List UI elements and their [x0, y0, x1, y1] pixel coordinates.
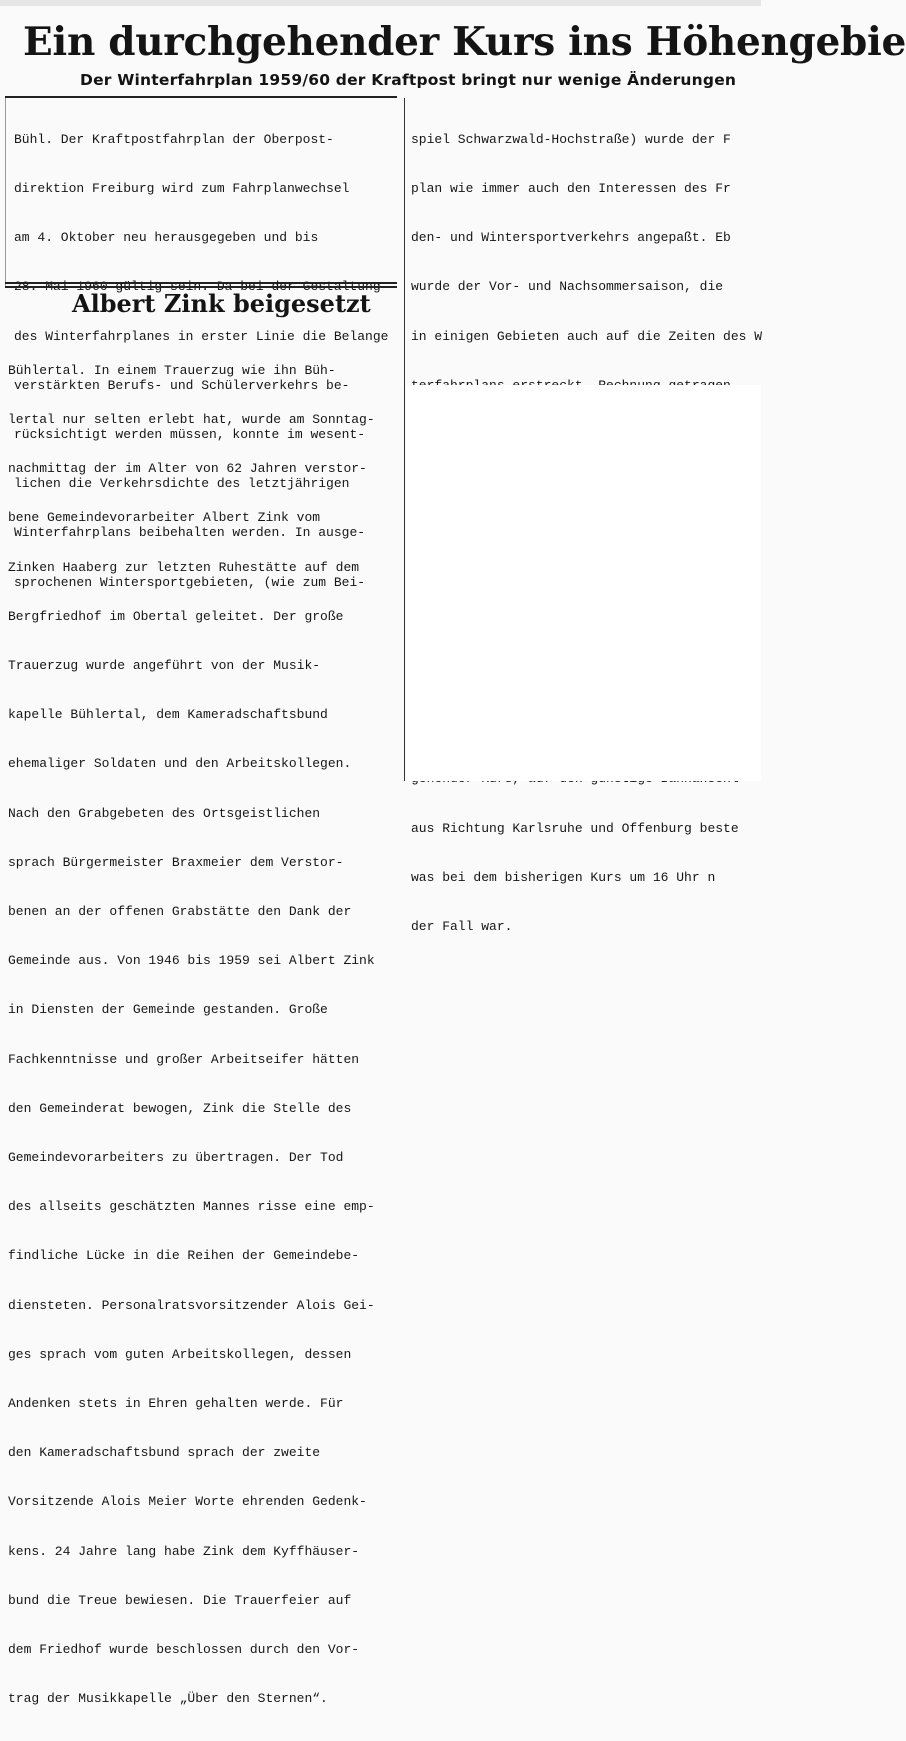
text-line: kapelle Bühlertal, dem Kameradschaftsbund [8, 707, 328, 723]
text-line: wurde der Vor- und Nachsommersaison, die [411, 279, 724, 295]
text-line: dem Friedhof wurde beschlossen durch den Vor- [8, 1642, 360, 1658]
text-line: am 4. Oktober neu herausgegeben und bis [14, 230, 319, 246]
text-line: Winterfahrplans beibehalten werden. In ausge- [14, 525, 366, 541]
text-line: bene Gemeindevorarbeiter Albert Zink vom [8, 510, 321, 526]
article-headline: Ein durchgehender Kurs ins Höhengebie [23, 19, 906, 65]
column-left-border [5, 98, 6, 288]
text-line: Fachkenntnisse und großer Arbeitseifer hätten [8, 1051, 360, 1067]
text-line: den Gemeinderat bewogen, Zink die Stelle des [8, 1100, 352, 1116]
text-line: Bühl. Der Kraftpostfahrplan der Oberpost- [14, 131, 334, 147]
text-line: bund die Treue bewiesen. Die Trauerfeier auf [8, 1592, 352, 1608]
text-line: den Kameradschaftsbund sprach der zweite [8, 1445, 321, 1461]
text-line: direktion Freiburg wird zum Fahrplanwechsel [14, 181, 350, 197]
text-line: kens. 24 Jahre lang habe Zink dem Kyffhäuser- [8, 1543, 360, 1559]
text-line: Gemeindevorarbeiters zu übertragen. Der Tod [8, 1150, 344, 1166]
article2-heading: Albert Zink beigesetzt [72, 289, 371, 318]
text-line: sprach Bürgermeister Braxmeier dem Verstor- [8, 854, 344, 870]
text-line: in einigen Gebieten auch auf die Zeiten des W [411, 328, 763, 344]
text-line: trag der Musikkapelle „Über den Sternen“. [8, 1691, 328, 1707]
text-line: diensteten. Personalratsvorsitzender Alois Gei- [8, 1297, 375, 1313]
text-line: Bergfriedhof im Obertal geleitet. Der große [8, 608, 344, 624]
article-subheadline: Der Winterfahrplan 1959/60 der Kraftpost bringt nur wenige Änderungen [80, 71, 737, 89]
divider-mid-2 [5, 286, 397, 288]
text-line: ges sprach vom guten Arbeitskollegen, dessen [8, 1346, 352, 1362]
top-edge [0, 0, 761, 6]
text-line: der Fall war. [411, 919, 513, 935]
text-line: Trauerzug wurde angeführt von der Musik- [8, 658, 321, 674]
text-line: lichen die Verkehrsdichte des letztjährigen [14, 476, 350, 492]
text-line: nachmittag der im Alter von 62 Jahren verstor- [8, 461, 367, 477]
text-line: lertal nur selten erlebt hat, wurde am Sonntag- [8, 412, 375, 428]
text-line: Zinken Haaberg zur letzten Ruhestätte auf dem [8, 559, 360, 575]
text-line: Bühlertal. In einem Trauerzug wie ihn Büh- [8, 362, 336, 378]
text-line: was bei dem bisherigen Kurs um 16 Uhr n [411, 869, 716, 885]
text-line: benen an der offenen Grabstätte den Dank der [8, 904, 352, 920]
text-line: des Winterfahrplanes in erster Linie die Belange [14, 328, 389, 344]
divider-top [5, 96, 397, 98]
text-line: Andenken stets in Ehren gehalten werde. Für [8, 1396, 344, 1412]
text-line: plan wie immer auch den Interessen des Fr [411, 181, 731, 197]
text-line: findliche Lücke in die Reihen der Gemeindebe- [8, 1248, 360, 1264]
text-line: Nach den Grabgebeten des Ortsgeistlichen [8, 805, 321, 821]
text-line: spiel Schwarzwald-Hochstraße) wurde der F [411, 131, 731, 147]
text-line: sprochenen Wintersportgebieten, (wie zum Bei- [14, 574, 366, 590]
text-line: den- und Wintersportverkehrs angepaßt. Eb [411, 230, 731, 246]
blank-area [406, 385, 761, 781]
text-line: in Diensten der Gemeinde gestanden. Große [8, 1002, 328, 1018]
text-line: Gemeinde aus. Von 1946 bis 1959 sei Albert Zink [8, 953, 375, 969]
divider-mid-1 [5, 282, 397, 284]
text-line: ehemaliger Soldaten und den Arbeitskollegen. [8, 756, 352, 772]
text-line: des allseits geschätzten Mannes risse eine emp- [8, 1199, 375, 1215]
text-line: verstärkten Berufs- und Schülerverkehrs be- [14, 377, 350, 393]
text-line: Vorsitzende Alois Meier Worte ehrenden Gedenk- [8, 1494, 367, 1510]
text-line: aus Richtung Karlsruhe und Offenburg beste [411, 820, 739, 836]
text-line: rücksichtigt werden müssen, konnte im wesent- [14, 427, 366, 443]
article2-body [8, 330, 400, 1741]
column-divider [404, 98, 405, 781]
